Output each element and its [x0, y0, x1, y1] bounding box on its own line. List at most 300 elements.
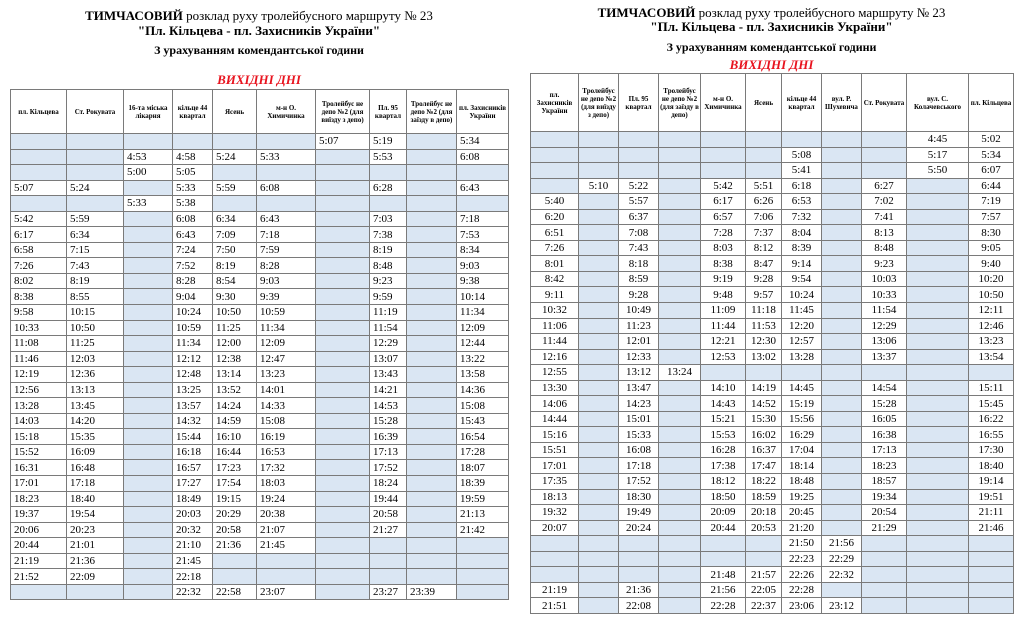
- time-cell: 18:12: [701, 474, 746, 490]
- time-cell: [746, 163, 782, 179]
- column-header: Тролейбус не депо №2 (для заїзду в депо): [659, 74, 701, 132]
- route-name: "Пл. Кільцева - пл. Захисників України": [650, 19, 893, 34]
- time-cell: 18:40: [67, 491, 124, 507]
- time-cell: 8:48: [370, 258, 407, 274]
- time-cell: 5:05: [173, 165, 213, 181]
- time-cell: [316, 258, 370, 274]
- time-cell: 18:57: [862, 474, 907, 490]
- time-cell: 5:38: [173, 196, 213, 212]
- time-cell: [124, 320, 173, 336]
- table-row: [531, 287, 1014, 303]
- time-cell: [407, 429, 457, 445]
- time-cell: 14:20: [67, 413, 124, 429]
- time-cell: [531, 147, 579, 163]
- time-cell: [124, 305, 173, 321]
- time-cell: 21:45: [257, 538, 316, 554]
- time-cell: 6:43: [457, 180, 509, 196]
- time-cell: 12:47: [257, 351, 316, 367]
- time-cell: 7:53: [457, 227, 509, 243]
- time-cell: 6:51: [531, 225, 579, 241]
- time-cell: [579, 318, 619, 334]
- time-cell: 5:24: [213, 149, 257, 165]
- time-cell: 10:32: [531, 303, 579, 319]
- time-cell: 21:57: [746, 567, 782, 583]
- column-header: кільце 44 квартал: [173, 90, 213, 134]
- time-cell: [316, 367, 370, 383]
- time-cell: [659, 256, 701, 272]
- time-cell: 9:14: [782, 256, 822, 272]
- time-cell: [257, 165, 316, 181]
- time-cell: [579, 551, 619, 567]
- time-cell: 15:28: [370, 413, 407, 429]
- time-cell: 5:22: [619, 178, 659, 194]
- table-row: [531, 551, 1014, 567]
- time-cell: 12:55: [531, 365, 579, 381]
- time-cell: [407, 553, 457, 569]
- time-cell: 21:56: [701, 582, 746, 598]
- time-cell: 7:57: [969, 209, 1014, 225]
- time-cell: 11:34: [173, 336, 213, 352]
- time-cell: 7:18: [257, 227, 316, 243]
- time-cell: 4:58: [173, 149, 213, 165]
- time-cell: [907, 240, 969, 256]
- time-cell: 7:52: [173, 258, 213, 274]
- time-cell: 17:54: [213, 476, 257, 492]
- time-cell: 14:21: [370, 382, 407, 398]
- time-cell: 9:28: [619, 287, 659, 303]
- time-cell: [531, 178, 579, 194]
- time-cell: 17:52: [370, 460, 407, 476]
- time-cell: [907, 271, 969, 287]
- time-cell: 17:32: [257, 460, 316, 476]
- time-cell: [907, 303, 969, 319]
- time-cell: [316, 491, 370, 507]
- time-cell: [213, 196, 257, 212]
- time-cell: [746, 365, 782, 381]
- curfew-note: З урахуванням комендантської години: [666, 40, 877, 54]
- time-cell: 12:29: [370, 336, 407, 352]
- time-cell: 8:55: [67, 289, 124, 305]
- time-cell: 7:43: [619, 240, 659, 256]
- time-cell: 11:53: [746, 318, 782, 334]
- time-cell: 19:25: [782, 489, 822, 505]
- time-cell: [701, 147, 746, 163]
- table-row: [11, 336, 509, 352]
- time-cell: 9:40: [969, 256, 1014, 272]
- day-type-label: ВИХІДНІ ДНІ: [729, 57, 814, 72]
- time-cell: [124, 553, 173, 569]
- time-cell: 12:57: [782, 334, 822, 350]
- time-cell: 8:19: [67, 273, 124, 289]
- time-cell: [822, 458, 862, 474]
- time-cell: 19:54: [67, 507, 124, 523]
- time-cell: 5:41: [782, 163, 822, 179]
- table-row: [531, 256, 1014, 272]
- time-cell: 9:38: [457, 273, 509, 289]
- time-cell: 13:12: [619, 365, 659, 381]
- time-cell: 12:56: [11, 382, 67, 398]
- time-cell: [407, 149, 457, 165]
- time-cell: [124, 569, 173, 585]
- time-cell: 20:58: [213, 522, 257, 538]
- time-cell: 22:18: [173, 569, 213, 585]
- table-row: [531, 598, 1014, 614]
- time-cell: 14:54: [862, 380, 907, 396]
- time-cell: [124, 491, 173, 507]
- time-cell: 18:59: [746, 489, 782, 505]
- time-cell: 10:24: [782, 287, 822, 303]
- column-header: 16-та міська лікарня: [124, 90, 173, 134]
- column-header: пл. Кільцева: [11, 90, 67, 134]
- time-cell: 6:08: [457, 149, 509, 165]
- time-cell: 20:03: [173, 507, 213, 523]
- time-cell: 15:11: [969, 380, 1014, 396]
- time-cell: [124, 180, 173, 196]
- time-cell: [907, 551, 969, 567]
- time-cell: 5:50: [907, 163, 969, 179]
- time-cell: 23:12: [822, 598, 862, 614]
- time-cell: 11:45: [782, 303, 822, 319]
- time-cell: 8:19: [370, 242, 407, 258]
- time-cell: [969, 551, 1014, 567]
- time-cell: 21:19: [531, 582, 579, 598]
- time-cell: [579, 349, 619, 365]
- time-cell: [862, 567, 907, 583]
- time-cell: 15:19: [782, 396, 822, 412]
- time-cell: [370, 165, 407, 181]
- time-cell: 14:23: [619, 396, 659, 412]
- time-cell: 15:53: [701, 427, 746, 443]
- time-cell: 16:53: [257, 444, 316, 460]
- time-cell: [11, 134, 67, 150]
- time-cell: [124, 367, 173, 383]
- time-cell: 7:43: [67, 258, 124, 274]
- time-cell: 20:44: [701, 520, 746, 536]
- time-cell: 22:29: [822, 551, 862, 567]
- time-cell: [579, 225, 619, 241]
- time-cell: [822, 209, 862, 225]
- time-cell: 6:43: [257, 211, 316, 227]
- time-cell: [457, 538, 509, 554]
- time-cell: [124, 444, 173, 460]
- time-cell: 18:22: [746, 474, 782, 490]
- time-cell: 10:20: [969, 271, 1014, 287]
- time-cell: [907, 365, 969, 381]
- time-cell: [862, 598, 907, 614]
- time-cell: [619, 536, 659, 552]
- time-cell: 11:34: [457, 305, 509, 321]
- time-cell: 11:34: [257, 320, 316, 336]
- time-cell: [579, 458, 619, 474]
- time-cell: [370, 538, 407, 554]
- table-row: [531, 411, 1014, 427]
- time-cell: 22:26: [782, 567, 822, 583]
- time-cell: 21:11: [969, 505, 1014, 521]
- time-cell: 8:48: [862, 240, 907, 256]
- time-cell: 13:47: [619, 380, 659, 396]
- time-cell: [67, 165, 124, 181]
- table-row: [531, 365, 1014, 381]
- table-row: [11, 180, 509, 196]
- time-cell: [67, 584, 124, 600]
- time-cell: [579, 505, 619, 521]
- title-text: розклад руху тролейбусного маршруту № 23: [698, 5, 946, 20]
- time-cell: 9:28: [746, 271, 782, 287]
- time-cell: 18:24: [370, 476, 407, 492]
- time-cell: [124, 507, 173, 523]
- time-cell: [822, 489, 862, 505]
- time-cell: 5:08: [782, 147, 822, 163]
- time-cell: 8:42: [531, 271, 579, 287]
- table-row: [531, 582, 1014, 598]
- time-cell: 8:47: [746, 256, 782, 272]
- time-cell: [579, 365, 619, 381]
- time-cell: [659, 582, 701, 598]
- time-cell: [316, 522, 370, 538]
- time-cell: 17:04: [782, 442, 822, 458]
- time-cell: [907, 396, 969, 412]
- time-cell: [124, 522, 173, 538]
- table-row: [531, 567, 1014, 583]
- time-cell: [407, 382, 457, 398]
- time-cell: 15:35: [67, 429, 124, 445]
- time-cell: 20:09: [701, 505, 746, 521]
- time-cell: 5:33: [124, 196, 173, 212]
- time-cell: [579, 474, 619, 490]
- time-cell: [659, 536, 701, 552]
- time-cell: 12:44: [457, 336, 509, 352]
- time-cell: 12:53: [701, 349, 746, 365]
- time-cell: [407, 273, 457, 289]
- column-header: Ст. Рокувата: [67, 90, 124, 134]
- time-cell: [407, 180, 457, 196]
- time-cell: [659, 551, 701, 567]
- time-cell: [701, 551, 746, 567]
- time-cell: 11:18: [746, 303, 782, 319]
- time-cell: [407, 367, 457, 383]
- time-cell: 20:24: [619, 520, 659, 536]
- time-cell: 5:53: [370, 149, 407, 165]
- time-cell: 15:01: [619, 411, 659, 427]
- time-cell: 15:16: [531, 427, 579, 443]
- time-cell: 18:40: [969, 458, 1014, 474]
- time-cell: 13:23: [969, 334, 1014, 350]
- time-cell: 12:19: [11, 367, 67, 383]
- time-cell: [822, 349, 862, 365]
- time-cell: 18:03: [257, 476, 316, 492]
- time-cell: 15:21: [701, 411, 746, 427]
- table-row: [531, 458, 1014, 474]
- column-header: м-н О. Химичинка: [701, 74, 746, 132]
- time-cell: [907, 489, 969, 505]
- time-cell: 5:00: [124, 165, 173, 181]
- time-cell: [579, 194, 619, 210]
- time-cell: 13:28: [11, 398, 67, 414]
- time-cell: 13:13: [67, 382, 124, 398]
- time-cell: [213, 134, 257, 150]
- column-header: пл. Захисників України: [531, 74, 579, 132]
- time-cell: 21:19: [11, 553, 67, 569]
- time-cell: [659, 520, 701, 536]
- time-cell: 7:24: [173, 242, 213, 258]
- time-cell: [407, 491, 457, 507]
- time-cell: [579, 132, 619, 148]
- table-row: [531, 380, 1014, 396]
- time-cell: 22:28: [701, 598, 746, 614]
- time-cell: [213, 165, 257, 181]
- time-cell: 22:32: [822, 567, 862, 583]
- time-cell: 12:36: [67, 367, 124, 383]
- time-cell: [659, 489, 701, 505]
- time-cell: 19:15: [213, 491, 257, 507]
- time-cell: 6:34: [213, 211, 257, 227]
- time-cell: 8:54: [213, 273, 257, 289]
- time-cell: [907, 318, 969, 334]
- time-cell: [407, 134, 457, 150]
- table-row: [11, 584, 509, 600]
- time-cell: 6:43: [173, 227, 213, 243]
- time-cell: [862, 551, 907, 567]
- time-cell: 9:30: [213, 289, 257, 305]
- time-cell: [407, 211, 457, 227]
- time-cell: [659, 318, 701, 334]
- table-row: [11, 351, 509, 367]
- time-cell: [457, 196, 509, 212]
- time-cell: 5:10: [579, 178, 619, 194]
- time-cell: [907, 458, 969, 474]
- column-header: Тролейбус не депо №2 (для виїзду з депо): [316, 90, 370, 134]
- time-cell: 11:23: [619, 318, 659, 334]
- time-cell: [822, 520, 862, 536]
- time-cell: [579, 411, 619, 427]
- time-cell: 21:10: [173, 538, 213, 554]
- time-cell: 16:28: [701, 442, 746, 458]
- time-cell: 7:28: [701, 225, 746, 241]
- time-cell: 21:42: [457, 522, 509, 538]
- time-cell: 7:08: [619, 225, 659, 241]
- table-row: [531, 442, 1014, 458]
- time-cell: 10:33: [862, 287, 907, 303]
- time-cell: [969, 365, 1014, 381]
- time-cell: 12:46: [969, 318, 1014, 334]
- time-cell: [822, 132, 862, 148]
- time-cell: [822, 334, 862, 350]
- time-cell: 16:18: [173, 444, 213, 460]
- time-cell: 21:45: [173, 553, 213, 569]
- time-cell: 5:33: [257, 149, 316, 165]
- time-cell: [659, 349, 701, 365]
- time-cell: [659, 178, 701, 194]
- time-cell: 8:19: [213, 258, 257, 274]
- time-cell: 17:52: [619, 474, 659, 490]
- time-cell: 21:01: [67, 538, 124, 554]
- time-cell: 11:08: [11, 336, 67, 352]
- time-cell: [969, 598, 1014, 614]
- time-cell: 22:08: [619, 598, 659, 614]
- time-cell: 15:56: [782, 411, 822, 427]
- table-row: [11, 134, 509, 150]
- table-row: [11, 491, 509, 507]
- time-cell: 16:19: [257, 429, 316, 445]
- time-cell: [316, 242, 370, 258]
- time-cell: 12:30: [746, 334, 782, 350]
- table-row: [11, 553, 509, 569]
- time-cell: 14:10: [701, 380, 746, 396]
- time-cell: 18:48: [782, 474, 822, 490]
- time-cell: 23:07: [257, 584, 316, 600]
- time-cell: 9:11: [531, 287, 579, 303]
- time-cell: 17:01: [531, 458, 579, 474]
- time-cell: 12:20: [782, 318, 822, 334]
- time-cell: [659, 458, 701, 474]
- column-header: Тролейбус не депо №2 (для заїзду в депо): [407, 90, 457, 134]
- time-cell: 11:25: [67, 336, 124, 352]
- column-header: пл. Захисників України: [457, 90, 509, 134]
- time-cell: [316, 196, 370, 212]
- title-emphasis: ТИМЧАСОВИЙ: [597, 5, 696, 20]
- time-cell: [407, 242, 457, 258]
- time-cell: 11:25: [213, 320, 257, 336]
- time-cell: [407, 351, 457, 367]
- time-cell: 17:18: [67, 476, 124, 492]
- time-cell: 14:59: [213, 413, 257, 429]
- table-row: [11, 305, 509, 321]
- time-cell: [407, 289, 457, 305]
- time-cell: 13:22: [457, 351, 509, 367]
- time-cell: 17:23: [213, 460, 257, 476]
- time-cell: 11:06: [531, 318, 579, 334]
- time-cell: [457, 553, 509, 569]
- time-cell: [862, 132, 907, 148]
- time-cell: [257, 196, 316, 212]
- schedule-title: [530, 5, 1013, 20]
- time-cell: 8:59: [619, 271, 659, 287]
- time-cell: 21:36: [619, 582, 659, 598]
- time-cell: 13:25: [173, 382, 213, 398]
- table-row: [11, 382, 509, 398]
- time-cell: [370, 196, 407, 212]
- time-cell: [907, 442, 969, 458]
- time-cell: [822, 147, 862, 163]
- time-cell: 14:32: [173, 413, 213, 429]
- time-cell: [531, 567, 579, 583]
- time-cell: [822, 194, 862, 210]
- time-cell: 8:30: [969, 225, 1014, 241]
- time-cell: 16:37: [746, 442, 782, 458]
- time-cell: [407, 305, 457, 321]
- time-cell: [257, 553, 316, 569]
- time-cell: [124, 584, 173, 600]
- time-cell: 9:58: [11, 305, 67, 321]
- time-cell: [316, 413, 370, 429]
- time-cell: [746, 147, 782, 163]
- time-cell: 15:51: [531, 442, 579, 458]
- time-cell: [124, 211, 173, 227]
- table-row: [531, 194, 1014, 210]
- time-cell: 10:03: [862, 271, 907, 287]
- table-row: [531, 334, 1014, 350]
- time-cell: [531, 536, 579, 552]
- time-cell: [822, 225, 862, 241]
- time-cell: 15:43: [457, 413, 509, 429]
- time-cell: [67, 196, 124, 212]
- time-cell: [11, 149, 67, 165]
- time-cell: 21:36: [213, 538, 257, 554]
- time-cell: [579, 567, 619, 583]
- time-cell: [213, 553, 257, 569]
- time-cell: [822, 178, 862, 194]
- time-cell: 14:44: [531, 411, 579, 427]
